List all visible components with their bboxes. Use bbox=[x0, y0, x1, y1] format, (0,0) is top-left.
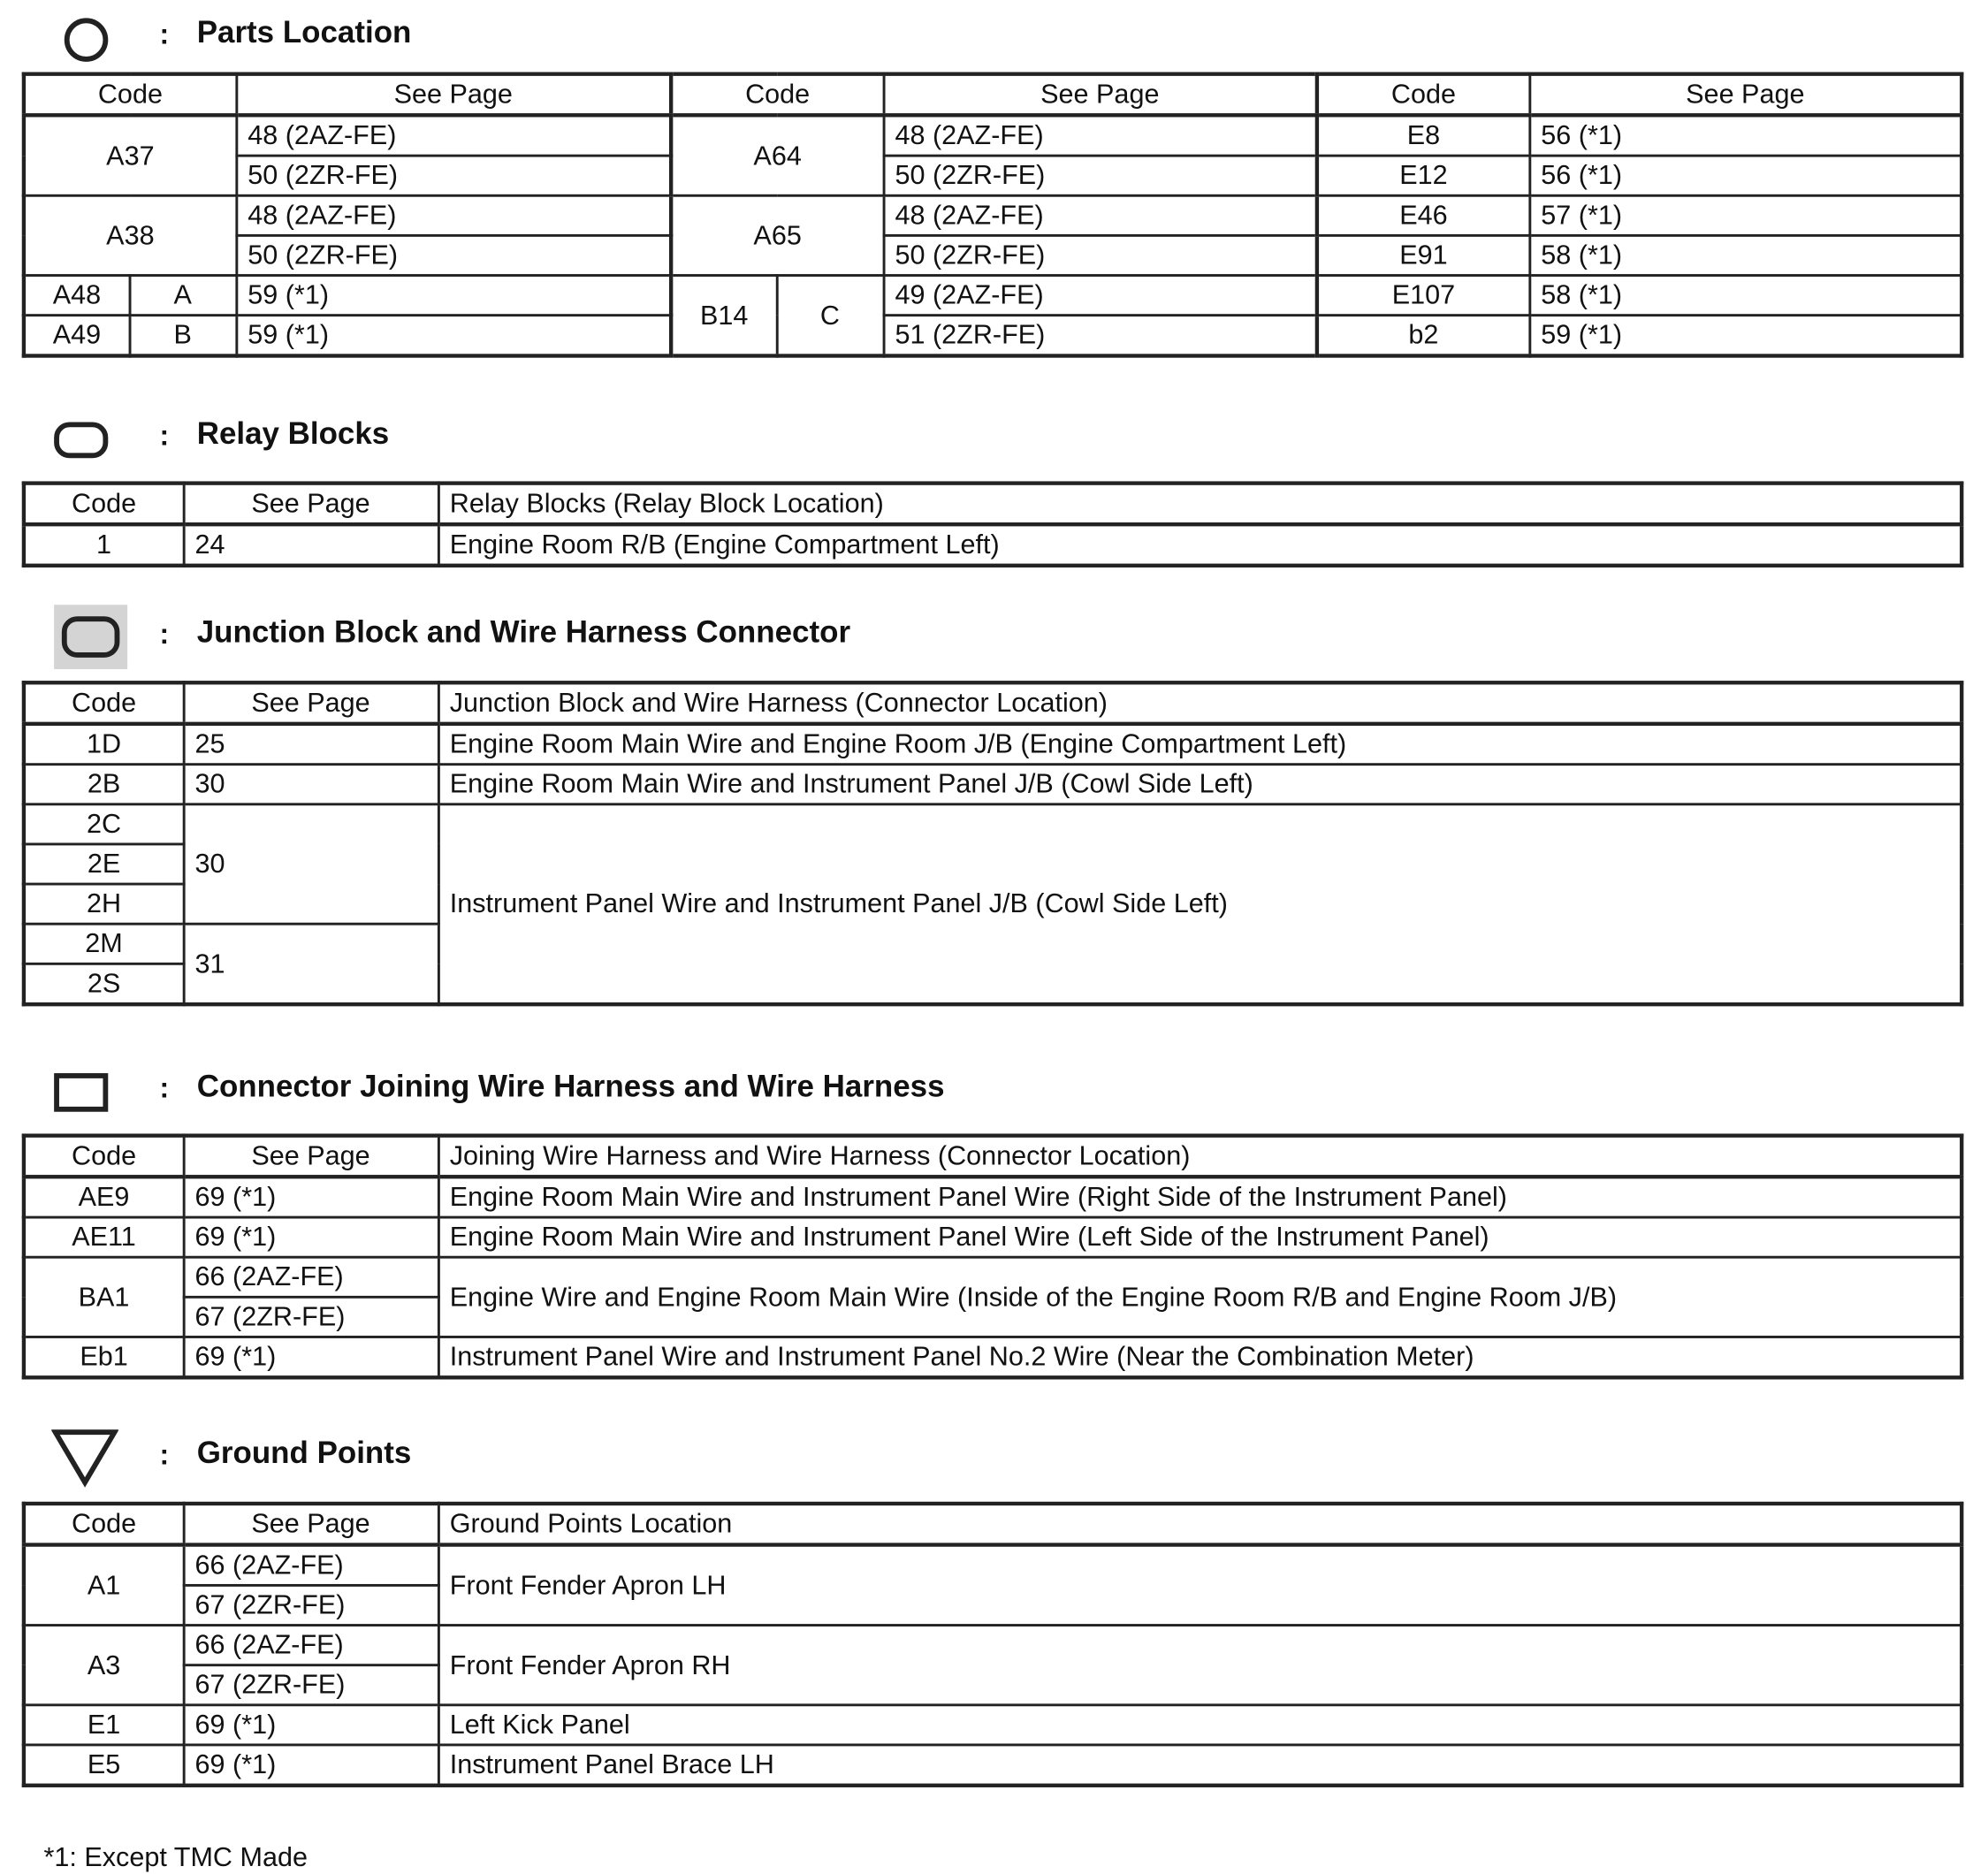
location-cell: Engine Room Main Wire and Instrument Panel Wire (Left Side of the Instrument Panel) bbox=[438, 1217, 1962, 1257]
table-row bbox=[24, 276, 1961, 316]
header-location: Junction Block and Wire Harness (Connector Location) bbox=[438, 682, 1962, 724]
page-cell: 67 (2ZR-FE) bbox=[183, 1585, 438, 1625]
header-see-page: See Page bbox=[183, 682, 438, 724]
section-title: Junction Block and Wire Harness Connector bbox=[196, 614, 851, 651]
table-row bbox=[24, 195, 1961, 235]
header-see-page: See Page bbox=[1529, 74, 1961, 116]
header-location: Joining Wire Harness and Wire Harness (Connector Location) bbox=[438, 1136, 1962, 1177]
location-cell: Engine Room R/B (Engine Compartment Left) bbox=[438, 524, 1962, 566]
code-cell: A3 bbox=[24, 1626, 184, 1705]
header-location: Relay Blocks (Relay Block Location) bbox=[438, 484, 1962, 525]
colon: : bbox=[159, 18, 170, 50]
header-code: Code bbox=[1317, 74, 1529, 116]
page-cell: 67 (2ZR-FE) bbox=[183, 1297, 438, 1337]
header-see-page: See Page bbox=[183, 1136, 438, 1177]
page-cell: 69 (*1) bbox=[183, 1217, 438, 1257]
table-row bbox=[24, 765, 1961, 804]
parts-location-header bbox=[0, 13, 1988, 65]
code-cell: A37 bbox=[24, 115, 236, 195]
table-row bbox=[24, 804, 1961, 844]
code-cell: AE9 bbox=[24, 1177, 184, 1217]
page-cell: 59 (*1) bbox=[1529, 316, 1961, 356]
header-see-page: See Page bbox=[183, 1504, 438, 1545]
table-row bbox=[24, 1745, 1961, 1786]
code-cell: Eb1 bbox=[24, 1337, 184, 1377]
connector-joining-table bbox=[22, 1133, 1964, 1379]
junction-block-header bbox=[0, 613, 1988, 664]
code-cell: 2H bbox=[24, 884, 184, 924]
circle-icon bbox=[65, 18, 108, 61]
table-row bbox=[24, 1217, 1961, 1257]
page-cell: 56 (*1) bbox=[1529, 115, 1961, 156]
code-cell: 2E bbox=[24, 844, 184, 884]
page-cell: 48 (2AZ-FE) bbox=[883, 115, 1317, 156]
table-row bbox=[24, 1545, 1961, 1586]
header-code: Code bbox=[24, 1504, 184, 1545]
page-cell: 67 (2ZR-FE) bbox=[183, 1665, 438, 1705]
code-cell: E46 bbox=[1317, 195, 1529, 235]
table-row bbox=[24, 1257, 1961, 1297]
table-row bbox=[24, 316, 1961, 356]
page-cell: 30 bbox=[183, 765, 438, 804]
code-cell: E12 bbox=[1317, 156, 1529, 195]
page-cell: 66 (2AZ-FE) bbox=[183, 1626, 438, 1665]
parts-location-table bbox=[22, 72, 1964, 358]
page-cell: 48 (2AZ-FE) bbox=[236, 115, 671, 156]
relay-blocks-table bbox=[22, 481, 1964, 568]
sub-code-cell: A bbox=[129, 276, 236, 316]
page-cell: 49 (2AZ-FE) bbox=[883, 276, 1317, 316]
code-cell: AE11 bbox=[24, 1217, 184, 1257]
junction-block-table bbox=[22, 681, 1964, 1006]
code-cell: b2 bbox=[1317, 316, 1529, 356]
location-cell: Front Fender Apron RH bbox=[438, 1626, 1962, 1705]
code-cell: 1D bbox=[24, 724, 184, 765]
colon: : bbox=[159, 1071, 170, 1104]
code-cell: E1 bbox=[24, 1705, 184, 1745]
location-cell: Engine Room Main Wire and Instrument Panel Wire (Right Side of the Instrument Panel) bbox=[438, 1177, 1962, 1217]
table-row bbox=[24, 235, 1961, 275]
code-cell: A1 bbox=[24, 1545, 184, 1626]
code-cell: A64 bbox=[671, 115, 883, 195]
location-cell: Instrument Panel Wire and Instrument Panel J/B (Cowl Side Left) bbox=[438, 804, 1962, 1004]
table-row bbox=[24, 115, 1961, 156]
table-row bbox=[24, 524, 1961, 566]
code-cell: 2B bbox=[24, 765, 184, 804]
section-title: Relay Blocks bbox=[196, 416, 390, 452]
code-cell: 2S bbox=[24, 964, 184, 1004]
table-row bbox=[24, 1337, 1961, 1377]
page-cell: 50 (2ZR-FE) bbox=[236, 235, 671, 275]
code-cell: B14 bbox=[671, 276, 776, 356]
location-cell: Engine Wire and Engine Room Main Wire (Inside of the Engine Room R/B and Engine Room J/B) bbox=[438, 1257, 1962, 1337]
colon: : bbox=[159, 419, 170, 452]
table-row bbox=[24, 1705, 1961, 1745]
header-see-page: See Page bbox=[183, 484, 438, 525]
page-cell: 57 (*1) bbox=[1529, 195, 1961, 235]
header-see-page: See Page bbox=[236, 74, 671, 116]
code-cell: E91 bbox=[1317, 235, 1529, 275]
triangle-down-icon bbox=[51, 1428, 118, 1488]
code-cell: E107 bbox=[1317, 276, 1529, 316]
header-code: Code bbox=[24, 74, 236, 116]
sub-code-cell: C bbox=[777, 276, 884, 356]
section-title: Connector Joining Wire Harness and Wire Harness bbox=[196, 1069, 945, 1104]
table-row bbox=[24, 1626, 1961, 1665]
square-icon bbox=[54, 1073, 108, 1112]
header-location: Ground Points Location bbox=[438, 1504, 1962, 1545]
page-cell: 24 bbox=[183, 524, 438, 566]
rounded-rect-icon bbox=[54, 422, 108, 458]
table-header bbox=[24, 74, 1961, 116]
ground-points-header bbox=[0, 1434, 1988, 1485]
page-cell: 30 bbox=[183, 804, 438, 924]
shaded-rounded-rect-icon bbox=[54, 605, 127, 669]
code-cell: A65 bbox=[671, 195, 883, 275]
location-cell: Left Kick Panel bbox=[438, 1705, 1962, 1745]
location-cell: Front Fender Apron LH bbox=[438, 1545, 1962, 1626]
page-cell: 69 (*1) bbox=[183, 1705, 438, 1745]
section-title: Ground Points bbox=[196, 1436, 412, 1471]
page-cell: 50 (2ZR-FE) bbox=[883, 235, 1317, 275]
page-cell: 69 (*1) bbox=[183, 1177, 438, 1217]
header-code: Code bbox=[671, 74, 883, 116]
page-cell: 50 (2ZR-FE) bbox=[236, 156, 671, 195]
header-see-page: See Page bbox=[883, 74, 1317, 116]
relay-blocks-header bbox=[0, 415, 1988, 466]
page-cell: 25 bbox=[183, 724, 438, 765]
colon: : bbox=[159, 617, 170, 651]
colon: : bbox=[159, 1438, 170, 1471]
table-row bbox=[24, 156, 1961, 195]
page-cell: 56 (*1) bbox=[1529, 156, 1961, 195]
code-cell: E5 bbox=[24, 1745, 184, 1786]
page-cell: 66 (2AZ-FE) bbox=[183, 1257, 438, 1297]
location-cell: Engine Room Main Wire and Instrument Panel J/B (Cowl Side Left) bbox=[438, 765, 1962, 804]
page-cell: 48 (2AZ-FE) bbox=[883, 195, 1317, 235]
page-cell: 51 (2ZR-FE) bbox=[883, 316, 1317, 356]
page-cell: 69 (*1) bbox=[183, 1337, 438, 1377]
page-cell: 31 bbox=[183, 924, 438, 1004]
code-cell: 2M bbox=[24, 924, 184, 964]
page-cell: 69 (*1) bbox=[183, 1745, 438, 1786]
header-code: Code bbox=[24, 1136, 184, 1177]
code-cell: A48 bbox=[24, 276, 129, 316]
code-cell: A38 bbox=[24, 195, 236, 275]
page-cell: 59 (*1) bbox=[236, 276, 671, 316]
page-cell: 59 (*1) bbox=[236, 316, 671, 356]
location-cell: Engine Room Main Wire and Engine Room J/B (Engine Compartment Left) bbox=[438, 724, 1962, 765]
location-cell: Instrument Panel Brace LH bbox=[438, 1745, 1962, 1786]
page-cell: 58 (*1) bbox=[1529, 235, 1961, 275]
header-code: Code bbox=[24, 682, 184, 724]
sub-code-cell: B bbox=[129, 316, 236, 356]
page-cell: 66 (2AZ-FE) bbox=[183, 1545, 438, 1586]
page-cell: 48 (2AZ-FE) bbox=[236, 195, 671, 235]
code-cell: 1 bbox=[24, 524, 184, 566]
connector-joining-header bbox=[0, 1067, 1988, 1118]
section-title: Parts Location bbox=[196, 15, 412, 50]
location-cell: Instrument Panel Wire and Instrument Panel No.2 Wire (Near the Combination Meter) bbox=[438, 1337, 1962, 1377]
page-cell: 58 (*1) bbox=[1529, 276, 1961, 316]
ground-points-table bbox=[22, 1502, 1964, 1787]
code-cell: A49 bbox=[24, 316, 129, 356]
footnote: *1: Except TMC Made bbox=[43, 1842, 308, 1873]
header-code: Code bbox=[24, 484, 184, 525]
code-cell: E8 bbox=[1317, 115, 1529, 156]
table-row bbox=[24, 1177, 1961, 1217]
code-cell: BA1 bbox=[24, 1257, 184, 1337]
code-cell: 2C bbox=[24, 804, 184, 844]
table-row bbox=[24, 724, 1961, 765]
page-cell: 50 (2ZR-FE) bbox=[883, 156, 1317, 195]
